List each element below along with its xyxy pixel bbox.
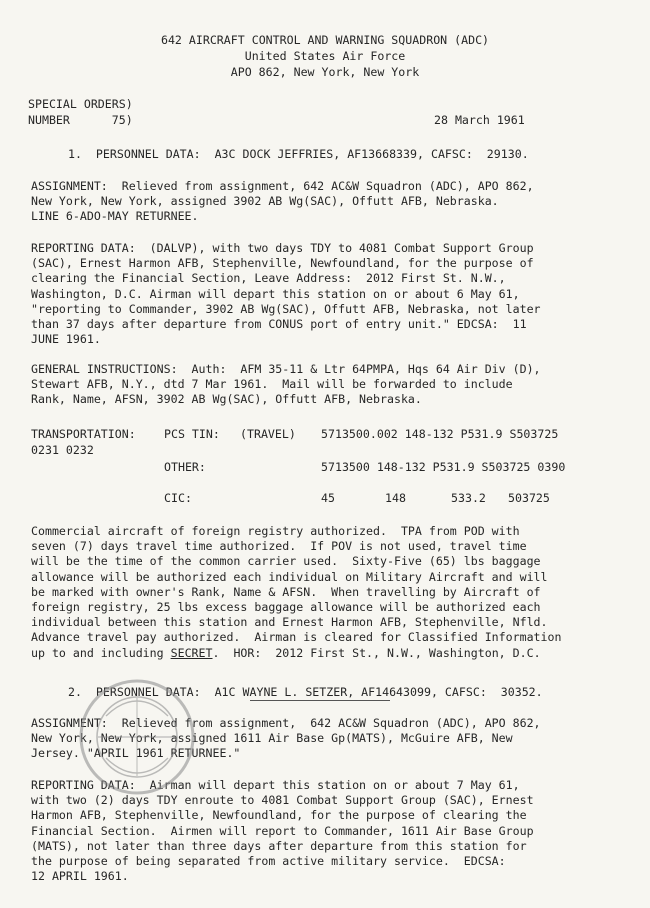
cic-value-4: 503725	[508, 491, 550, 505]
item1-general-instructions: GENERAL INSTRUCTIONS: Auth: AFM 35-11 & Ltr 64PMPA, Hqs 64 Air Div (D), Stewart AFB, N.Y., dtd 7 Mar 1961. Mail will be forwarded to include Rank, Name, AFSN, 3902 AB Wg(SAC), Offutt AFB, Nebraska.	[31, 362, 541, 407]
special-orders-label: SPECIAL ORDERS)	[28, 97, 133, 111]
travel-text: Commercial aircraft of foreign registry authorized. TPA from POD with seven (7) days travel time authorized. If POV is not used, travel time will be the time of the common carrier used. Sixty-Five (65) lbs baggage allowance will be authorized each individual on Military Aircraft and will be marked with owner's Rank, Name & AFSN. When travelling by Aircraft of foreign registry, 25 lbs excess baggage allowance will be authorized each individual between this station and Ernest Harmon AFB, Stephenville, Nfld. Advance travel pay authorized. Airman is cleared for Classified Information up to and including	[31, 524, 562, 660]
cic-value-2: 148	[385, 491, 406, 505]
cic-label: CIC:	[164, 491, 192, 505]
pcs-tin-type: (TRAVEL)	[240, 427, 296, 441]
other-values: 5713500 148-132 P531.9 S503725 0390	[321, 460, 566, 474]
orders-date: 28 March 1961	[434, 113, 525, 127]
cic-value-1: 45	[321, 491, 335, 505]
item2-personnel-data: 2. PERSONNEL DATA: A1C WAYNE L. SETZER, AF14643099, CAFSC: 30352.	[68, 685, 543, 699]
underline-mark	[250, 700, 390, 701]
item1-travel-instructions	[31, 524, 637, 661]
pcs-tin-label: PCS TIN:	[164, 427, 220, 441]
item2-assignment: ASSIGNMENT: Relieved from assignment, 642 AC&W Squadron (ADC), APO 862, New York, New York, assigned 1611 Air Base Gp(MATS), McGuire AFB, New Jersey. "APRIL 1961 RETURNEE."	[31, 716, 541, 761]
header-address: APO 862, New York, New York	[230, 65, 420, 79]
header-unit: 642 AIRCRAFT CONTROL AND WARNING SQUADRON (ADC)	[160, 33, 490, 47]
header-service: United States Air Force	[244, 49, 406, 63]
pcs-tin-values: 5713500.002 148-132 P531.9 S503725	[321, 427, 559, 441]
item2-reporting-data: REPORTING DATA: Airman will depart this station on or about 7 May 61, with two (2) days TDY enroute to 4081 Combat Support Group (SAC), Ernest Harmon AFB, Stephenville, Newfoundland, for the purpose of clearing the Financial Section. Airmen will report to Commander, 1611 Air Base Group (MATS), not later than three days after departure from this station for the purpose of being separated from active military service. EDCSA: 12 APRIL 1961.	[31, 778, 534, 884]
transportation-label: TRANSPORTATION:	[31, 427, 136, 441]
home-of-record: . HOR: 2012 First St., N.W., Washington, D.C.	[212, 645, 541, 660]
secret-clearance: SECRET	[170, 645, 213, 660]
item1-personnel-data: 1. PERSONNEL DATA: A3C DOCK JEFFRIES, AF13668339, CAFSC: 29130.	[68, 147, 529, 161]
item1-reporting-data: REPORTING DATA: (DALVP), with two days TDY to 4081 Combat Support Group (SAC), Ernest Harmon AFB, Stephenville, Newfoundland, for the purpose of clearing the Financial Section, Leave Address: 2012 First St. N.W., Washington, D.C. Airman will depart this station on or about 6 May 61, "reporting to Commander, 3902 AB Wg(SAC), Offutt AFB, Nebraska, not later than 37 days after departure from CONUS port of entry unit." EDCSA: 11 JUNE 1961.	[31, 241, 541, 347]
postmark-stamp-icon	[76, 676, 198, 798]
item1-assignment: ASSIGNMENT: Relieved from assignment, 642 AC&W Squadron (ADC), APO 862, New York, New York, assigned 3902 AB Wg(SAC), Offutt AFB, Nebraska. LINE 6-ADO-MAY RETURNEE.	[31, 179, 534, 224]
cic-value-3: 533.2	[451, 491, 486, 505]
orders-number: NUMBER 75)	[28, 113, 133, 127]
other-label: OTHER:	[164, 460, 206, 474]
pcs-tin-continued: 0231 0232	[31, 443, 94, 457]
